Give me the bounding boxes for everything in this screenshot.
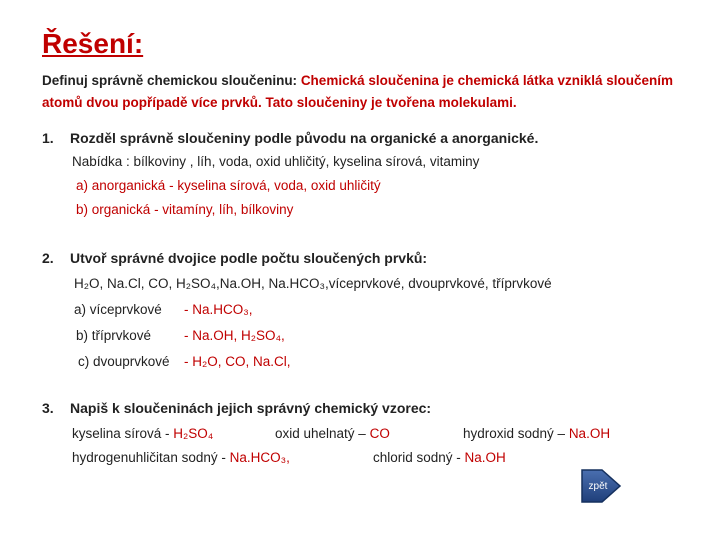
q3-item-5 — [373, 450, 506, 465]
q2-b-label: b) tříprvkové — [76, 328, 152, 343]
q3-item-4 — [72, 450, 290, 465]
q3-item-2 — [275, 426, 390, 441]
definition — [42, 70, 682, 114]
q2-number: 2. — [42, 250, 54, 266]
q1-a-answer: - kyselina sírová, voda, oxid uhličitý — [165, 178, 381, 193]
q3-item-5-answer: Na.OH — [464, 450, 506, 465]
q1-number: 1. — [42, 130, 54, 146]
q1-text: Rozděl správně sloučeniny podle původu na organické a anorganické. — [70, 130, 539, 146]
q2-text: Utvoř správné dvojice podle počtu sloučených prvků: — [70, 250, 428, 266]
q1-answer-a — [76, 178, 381, 193]
q2-a-label: a) víceprvkové — [74, 302, 162, 317]
q3-item-1-answer: H₂SO₄ — [173, 426, 214, 441]
q2-c-answer: - H₂O, CO, Na.Cl, — [184, 354, 291, 369]
q3-item-5-label: chlorid sodný - — [373, 450, 465, 465]
q3-item-3-answer: Na.OH — [568, 426, 611, 441]
q1-answer-b — [76, 202, 293, 217]
q3-number: 3. — [42, 400, 54, 416]
q2-a-answer: - Na.HCO₃, — [184, 302, 253, 317]
q3-item-4-label: hydrogenuhličitan sodný - — [72, 450, 230, 465]
q1-a-label: a) — [76, 178, 92, 193]
q2-offer: H₂O, Na.Cl, CO, H₂SO₄,Na.OH, Na.HCO₃,víceprvkové, dvouprvkové, tříprvkové — [74, 276, 552, 291]
q1-offer: Nabídka : bílkoviny , líh, voda, oxid uhličitý, kyselina sírová, vitaminy — [72, 154, 480, 169]
q3-item-1 — [72, 426, 213, 441]
page-title: Řešení: — [42, 28, 144, 59]
q1-b-term: organická — [91, 202, 151, 217]
q3-item-3-label: hydroxid sodný – — [463, 426, 569, 441]
q3-item-4-answer: Na.HCO₃, — [229, 450, 290, 465]
q1-b-label: b) — [76, 202, 92, 217]
back-button-label: zpět — [588, 481, 608, 492]
q3-item-2-answer: CO — [369, 426, 390, 441]
back-button[interactable] — [580, 466, 622, 506]
q2-c-label: c) dvouprvkové — [78, 354, 170, 369]
q3-item-2-label: oxid uhelnatý – — [275, 426, 370, 441]
q1-a-term: anorganická — [91, 178, 166, 193]
arrow-right-icon — [580, 466, 622, 506]
q3-item-1-label: kyselina sírová - — [72, 426, 174, 441]
q3-text: Napiš k sloučeninách jejich správný chemický vzorec: — [70, 400, 432, 416]
q1-b-answer: - vitamíny, líh, bílkoviny — [150, 202, 294, 217]
definition-answer: Chemická sloučenina je chemická látka vzniklá sloučením atomů dvou popřípadě více prvků. Tato sloučeniny je tvořena molekulami. — [42, 73, 673, 110]
q2-b-answer: - Na.OH, H₂SO₄, — [184, 328, 285, 343]
definition-prompt: Definuj správně chemickou sloučeninu: — [42, 73, 301, 88]
q3-item-3 — [463, 426, 610, 441]
